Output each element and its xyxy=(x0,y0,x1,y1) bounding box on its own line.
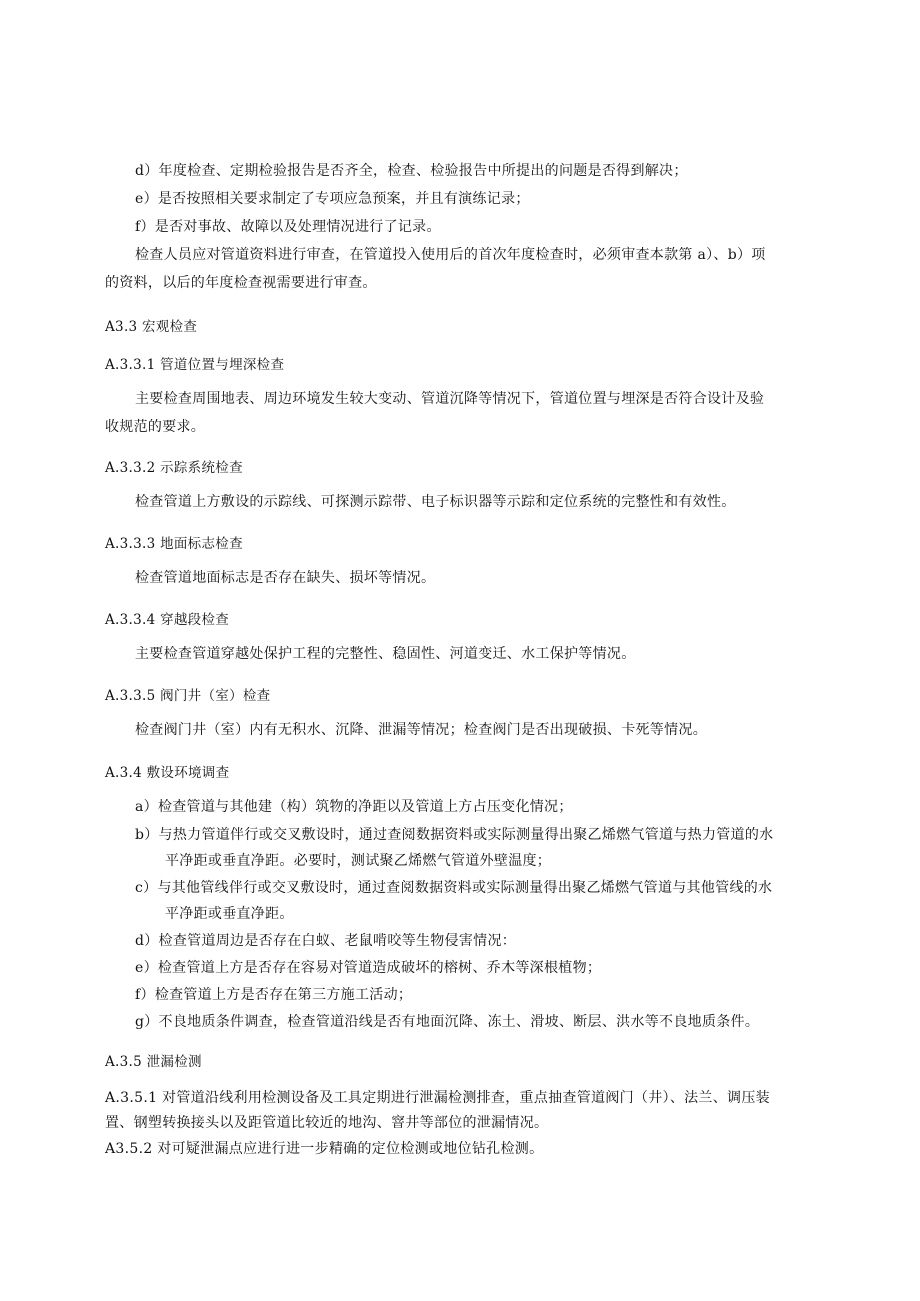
a335-body: 检查阀门井（室）内有无积水、沉降、泄漏等情况；检查阀门是否出现破损、卡死等情况。 xyxy=(135,722,707,738)
a34-item-f: f）检查管道上方是否存在第三方施工活动； xyxy=(135,987,413,1003)
a331-body-line-2: 收规范的要求。 xyxy=(105,419,206,435)
subsection-heading-a335: A.3.3.5 阀门井（室）检查 xyxy=(105,688,271,704)
section-heading-a34: A.3.4 敷设环境调查 xyxy=(105,765,230,781)
a34-item-g: g）不良地质条件调查，检查管道沿线是否有地面沉降、冻土、滑坡、断层、洪水等不良地质条件。 xyxy=(135,1014,760,1030)
list-item-e-emergency-plan: e）是否按照相关要求制定了专项应急预案，并且有演练记录； xyxy=(135,191,530,207)
a331-body-line-1: 主要检查周围地表、周边环境发生较大变动、管道沉降等情况下，管道位置与埋深是否符合设计及验 xyxy=(135,391,765,407)
review-paragraph-line-2: 的资料，以后的年度检查视需要进行审查。 xyxy=(105,275,377,291)
review-paragraph-line-1: 检查人员应对管道资料进行审查，在管道投入使用后的首次年度检查时，必须审查本款第 a）、b）项 xyxy=(135,247,766,263)
a34-item-a: a）检查管道与其他建（构）筑物的净距以及管道上方占压变化情况； xyxy=(135,799,573,815)
section-heading-a35: A.3.5 泄漏检测 xyxy=(105,1054,202,1070)
subsection-heading-a331: A.3.3.1 管道位置与埋深检查 xyxy=(105,357,285,373)
a351-line-2: 置、钢塑转换接头以及距管道比较近的地沟、窨井等部位的泄漏情况。 xyxy=(105,1115,549,1131)
a333-body: 检查管道地面标志是否存在缺失、损坏等情况。 xyxy=(135,570,436,586)
a34-item-d: d）检查管道周边是否存在白蚁、老鼠啃咬等生物侵害情况： xyxy=(135,933,517,949)
a34-item-e: e）检查管道上方是否存在容易对管道造成破坏的榕树、乔木等深根植物； xyxy=(135,960,602,976)
subsection-heading-a333: A.3.3.3 地面标志检查 xyxy=(105,536,243,552)
a334-body: 主要检查管道穿越处保护工程的完整性、稳固性、河道变迁、水工保护等情况。 xyxy=(135,646,636,662)
section-heading-a33: A3.3 宏观检查 xyxy=(105,319,198,335)
list-item-f-accident-records: f）是否对事故、故障以及处理情况进行了记录。 xyxy=(135,219,441,235)
subsection-heading-a334: A.3.3.4 穿越段检查 xyxy=(105,612,230,628)
a352-paragraph: A3.5.2 对可疑泄漏点应进行进一步精确的定位检测或地位钻孔检测。 xyxy=(105,1141,544,1157)
a351-line-1: A.3.5.1 对管道沿线利用检测设备及工具定期进行泄漏检测排查，重点抽查管道阀门（井）、法兰、调压装 xyxy=(105,1090,770,1106)
a332-body: 检查管道上方敷设的示踪线、可探测示踪带、电子标识器等示踪和定位系统的完整性和有效性。 xyxy=(135,494,736,510)
a34-item-c-line-1: c）与其他管线伴行或交叉敷设时，通过查阅数据资料或实际测量得出聚乙烯燃气管道与其他管线的水 xyxy=(135,880,773,896)
list-item-d-reports: d）年度检查、定期检验报告是否齐全，检查、检验报告中所提出的问题是否得到解决； xyxy=(135,163,688,179)
a34-item-b-line-1: b）与热力管道伴行或交叉敷设时，通过查阅数据资料或实际测量得出聚乙烯燃气管道与热力管道的水 xyxy=(135,827,774,843)
a34-item-b-line-2: 平净距或垂直净距。必要时，测试聚乙烯燃气管道外壁温度； xyxy=(165,853,552,869)
subsection-heading-a332: A.3.3.2 示踪系统检查 xyxy=(105,460,243,476)
a34-item-c-line-2: 平净距或垂直净距。 xyxy=(165,906,294,922)
